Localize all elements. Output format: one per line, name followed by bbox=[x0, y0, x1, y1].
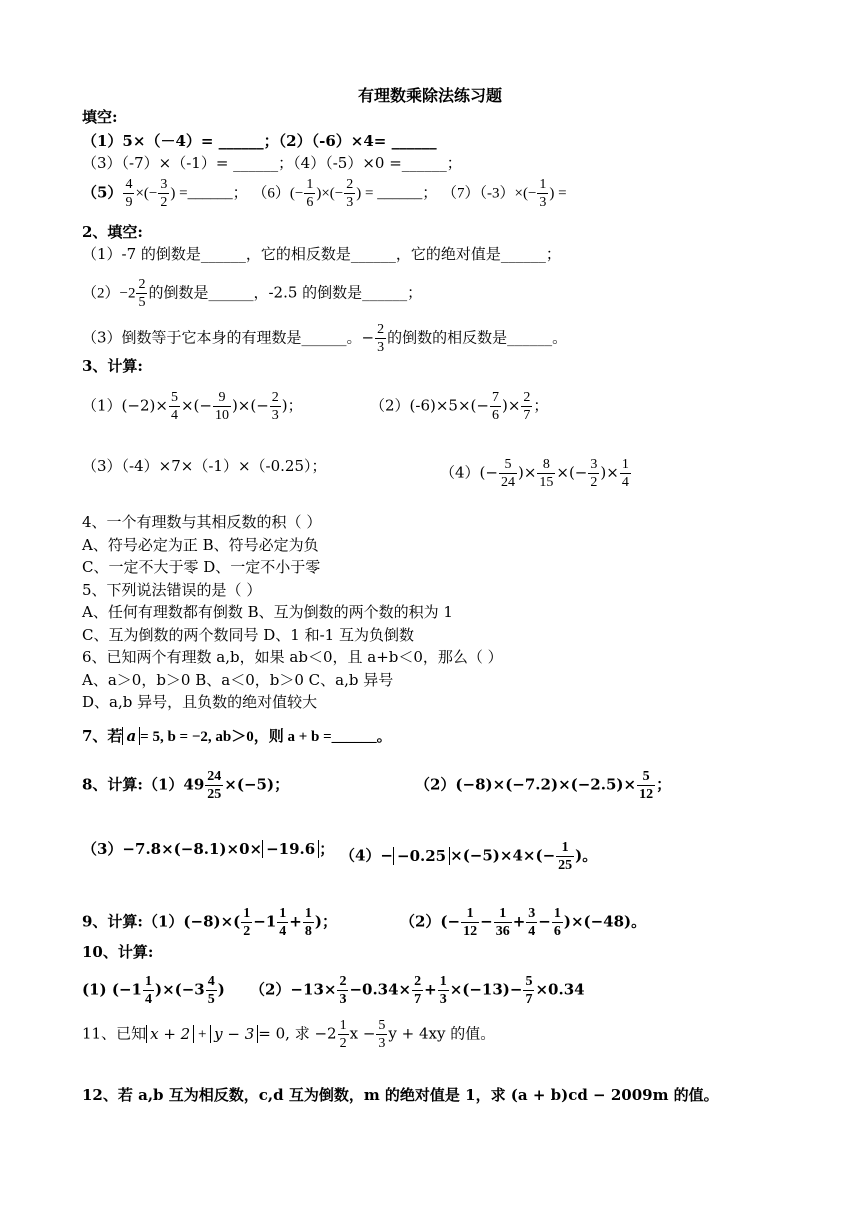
s5-options-1: A、任何有理数都有倒数 B、互为倒数的两个数的积为 1 bbox=[82, 603, 453, 621]
expr-text: )； bbox=[314, 912, 337, 931]
s6-options-2: D、a,b 异号，且负数的绝对值较大 bbox=[82, 693, 318, 711]
denominator: 12 bbox=[639, 787, 654, 802]
expr-text: −1 bbox=[253, 912, 277, 931]
fraction bbox=[499, 456, 517, 491]
s2-line-1: （1）-7 的倒数是______，它的相反数是______，它的绝对值是______； bbox=[82, 245, 561, 263]
expr-text: )； bbox=[281, 396, 303, 415]
s1-l3-m3: )×(− bbox=[316, 185, 344, 202]
denominator: 3 bbox=[346, 195, 354, 210]
denominator: 2 bbox=[160, 195, 168, 210]
denominator: 10 bbox=[214, 408, 229, 423]
denominator: 36 bbox=[495, 924, 510, 939]
denominator: 25 bbox=[207, 787, 222, 802]
numerator: 1 bbox=[144, 974, 152, 989]
fraction bbox=[537, 456, 555, 491]
numerator: 3 bbox=[590, 457, 598, 472]
fraction bbox=[304, 176, 315, 211]
numerator: 2 bbox=[414, 974, 422, 989]
absolute-value: a bbox=[122, 727, 140, 745]
numerator: 1 bbox=[556, 839, 574, 857]
expr-text: = 5, b = −2, ab＞0，则 a + b =______。 bbox=[140, 729, 392, 745]
expr-text: ×0.34 bbox=[535, 980, 585, 999]
expr-text: （2）(-6)×5×(− bbox=[370, 396, 489, 415]
s9-q1 bbox=[82, 905, 337, 940]
s8-q3 bbox=[82, 839, 334, 859]
numerator: 1 bbox=[539, 177, 547, 192]
s8-q4 bbox=[340, 839, 597, 874]
s10-q2 bbox=[250, 973, 585, 1008]
expr-text: − bbox=[480, 912, 493, 931]
numerator: 2 bbox=[346, 177, 354, 192]
denominator: 3 bbox=[271, 408, 279, 423]
fraction bbox=[376, 1017, 387, 1052]
fraction bbox=[123, 176, 134, 211]
expr-text: ×(−13)− bbox=[449, 980, 523, 999]
fraction bbox=[438, 973, 449, 1008]
fraction bbox=[277, 905, 288, 940]
fraction bbox=[556, 839, 574, 874]
numerator: 5 bbox=[637, 768, 655, 786]
numerator: 9 bbox=[213, 389, 231, 407]
expr-text: 9、计算:（1）(−8)×( bbox=[82, 912, 241, 931]
s2-l3-p2: 的倒数的相反数是______。 bbox=[387, 328, 568, 347]
denominator: 5 bbox=[207, 992, 215, 1007]
s2-l2-p1: （2）−2 bbox=[82, 285, 136, 302]
s10-heading: 10、计算: bbox=[82, 943, 154, 961]
denominator: 9 bbox=[125, 195, 133, 210]
s3-q4 bbox=[440, 456, 632, 491]
s12-line: 12、若 a,b 互为相反数，c,d 互为倒数，m 的绝对值是 1，求 (a + b)cd − 2009m 的值。 bbox=[82, 1086, 719, 1104]
denominator: 7 bbox=[525, 992, 533, 1007]
s11-line: 11、已知 x + 2 + y − 3 = 0, 求 −2 $\frac{1}{2}$ x − $\frac{5}{3}$ y + 4xy 的值。 bbox=[82, 1018, 496, 1051]
numerator: 4 bbox=[207, 974, 215, 989]
expr-text: − bbox=[538, 912, 551, 931]
expr-text: 8、计算:（1）49 bbox=[82, 775, 205, 794]
fraction bbox=[270, 389, 281, 424]
numerator: 1 bbox=[243, 906, 251, 921]
s1-line-3 bbox=[82, 176, 567, 211]
expr-text: （2）−13× bbox=[250, 980, 337, 999]
fraction bbox=[523, 973, 534, 1008]
s1-heading: 填空: bbox=[82, 108, 118, 126]
numerator: 8 bbox=[537, 456, 555, 474]
expr-text: + bbox=[512, 912, 526, 931]
denominator: 25 bbox=[558, 858, 573, 873]
expr-text: )× bbox=[501, 396, 521, 415]
s2-line-2 bbox=[82, 276, 422, 311]
absolute-value: −19.6 bbox=[262, 840, 319, 858]
s5-question: 5、下列说法错误的是（ ） bbox=[82, 581, 262, 599]
fraction bbox=[588, 456, 599, 491]
s3-q3: （3）（-4）×7×（-1）×（-0.25）； bbox=[82, 457, 327, 475]
fraction bbox=[338, 1017, 349, 1052]
numerator: 2 bbox=[271, 390, 279, 405]
denominator: 6 bbox=[306, 195, 314, 210]
expr-text: ； bbox=[656, 775, 672, 794]
numerator: 1 bbox=[339, 1018, 347, 1033]
s6-options-1: A、a＞0，b＞0 B、a＜0，b＞0 C、a,b 异号 bbox=[82, 671, 394, 689]
denominator: 15 bbox=[539, 475, 554, 490]
denominator: 6 bbox=[491, 408, 499, 423]
s1-l3-p2: （6）(− bbox=[252, 185, 304, 202]
numerator: 3 bbox=[160, 177, 168, 192]
expr-text: + bbox=[289, 912, 302, 931]
denominator: 3 bbox=[378, 1036, 386, 1051]
s1-l3-m4: ) = ______； bbox=[356, 185, 438, 202]
s8-q1 bbox=[82, 768, 289, 803]
s1-l3-m5: ) = bbox=[549, 185, 567, 202]
s2-heading: 2、填空: bbox=[82, 223, 143, 241]
expr-text: ×(− bbox=[556, 463, 588, 482]
fraction bbox=[537, 176, 548, 211]
expr-text: （1）(−2)× bbox=[82, 396, 168, 415]
expr-text: y + 4xy 的值。 bbox=[388, 1024, 496, 1043]
expr-text: 11、已知 bbox=[82, 1024, 147, 1043]
expr-text: )×(−3 bbox=[154, 980, 205, 999]
fraction bbox=[205, 768, 223, 803]
expr-text: )。 bbox=[575, 846, 598, 865]
denominator: 4 bbox=[279, 924, 287, 939]
fraction bbox=[344, 176, 355, 211]
s8-q2 bbox=[415, 768, 671, 803]
absolute-value: y − 3 bbox=[210, 1025, 258, 1043]
denominator: 2 bbox=[339, 1036, 347, 1051]
fraction bbox=[526, 905, 537, 940]
s2-line-3 bbox=[82, 321, 567, 356]
numerator: 1 bbox=[304, 906, 312, 921]
absolute-value: −0.25 bbox=[393, 847, 450, 865]
numerator: 3 bbox=[528, 906, 536, 921]
numerator: 1 bbox=[439, 974, 447, 989]
fraction bbox=[494, 905, 512, 940]
s4-options-2: C、一定不大于零 D、一定不小于零 bbox=[82, 558, 321, 576]
expr-text: )× bbox=[600, 463, 619, 482]
numerator: 1 bbox=[553, 906, 561, 921]
denominator: 2 bbox=[590, 475, 598, 490]
fraction bbox=[461, 905, 479, 940]
denominator: 7 bbox=[523, 408, 531, 423]
numerator: 7 bbox=[491, 390, 499, 405]
fraction bbox=[490, 389, 501, 424]
numerator: 1 bbox=[461, 905, 479, 923]
denominator: 7 bbox=[414, 992, 422, 1007]
numerator: 24 bbox=[207, 769, 222, 784]
expr-text: )× bbox=[517, 463, 537, 482]
denominator: 3 bbox=[377, 340, 385, 355]
numerator: 5 bbox=[525, 974, 533, 989]
s1-line-2: （3）（-7）×（-1）= ______；（4）（-5）×0 =______； bbox=[82, 154, 462, 172]
numerator: 1 bbox=[279, 906, 287, 921]
s1-l3-m2: ) =______； bbox=[170, 185, 248, 202]
expr-text: （3）−7.8×(−8.1)×0× bbox=[82, 840, 263, 858]
expr-text: ×(−5)×4×(− bbox=[450, 846, 556, 865]
fraction bbox=[375, 321, 386, 356]
expr-text: (1) (−1 bbox=[82, 980, 142, 999]
fraction bbox=[337, 973, 348, 1008]
numerator: 2 bbox=[523, 390, 531, 405]
denominator: 3 bbox=[339, 992, 347, 1007]
expr-text: （2）(−8)×(−7.2)×(−2.5)× bbox=[415, 775, 637, 794]
page-title: 有理数乘除法练习题 bbox=[357, 86, 502, 105]
denominator: 8 bbox=[304, 924, 312, 939]
denominator: 4 bbox=[170, 408, 178, 423]
expr-text: ×(− bbox=[180, 396, 212, 415]
expr-text: （4）(− bbox=[440, 463, 498, 482]
numerator: 2 bbox=[339, 974, 347, 989]
fraction bbox=[521, 389, 532, 424]
expr-text: x − bbox=[349, 1024, 376, 1043]
fraction bbox=[143, 973, 154, 1008]
s1-l3-p1: （5） bbox=[82, 183, 123, 202]
numerator: 2 bbox=[138, 277, 146, 292]
denominator: 12 bbox=[463, 924, 478, 939]
fraction bbox=[303, 905, 314, 940]
expr-text: （4）− bbox=[340, 846, 394, 865]
numerator: 2 bbox=[377, 322, 385, 337]
denominator: 3 bbox=[539, 195, 547, 210]
numerator: 5 bbox=[378, 1018, 386, 1033]
expr-text: ； bbox=[319, 840, 335, 858]
numerator: 5 bbox=[499, 456, 517, 474]
s1-line-1: （1）5×（－4）= ______；（2）（-6）×4= ______ bbox=[82, 132, 437, 150]
numerator: 1 bbox=[621, 457, 629, 472]
fraction bbox=[241, 905, 252, 940]
numerator: 5 bbox=[170, 390, 178, 405]
expr-text: （2）(− bbox=[400, 912, 461, 931]
fraction bbox=[206, 973, 217, 1008]
expr-text: ； bbox=[533, 396, 549, 415]
fraction bbox=[158, 176, 169, 211]
s4-options-1: A、符号必定为正 B、符号必定为负 bbox=[82, 536, 319, 554]
s6-question: 6、已知两个有理数 a,b，如果 ab＜0，且 a+b＜0，那么（ ） bbox=[82, 648, 503, 666]
absolute-value: x + 2 bbox=[146, 1025, 194, 1043]
expr-text: −0.34× bbox=[349, 980, 412, 999]
numerator: 1 bbox=[494, 905, 512, 923]
expr-text: 7、若 bbox=[82, 727, 123, 745]
denominator: 2 bbox=[243, 924, 251, 939]
denominator: 6 bbox=[553, 924, 561, 939]
expr-text: )×(− bbox=[231, 396, 269, 415]
fraction bbox=[213, 389, 231, 424]
s2-l2-p2: 的倒数是______，-2.5 的倒数是______； bbox=[148, 283, 423, 302]
s10-q1 bbox=[82, 973, 225, 1008]
s1-l3-m1: ×(− bbox=[135, 185, 158, 202]
denominator: 24 bbox=[500, 475, 515, 490]
s4-question: 4、一个有理数与其相反数的积（ ） bbox=[82, 513, 322, 531]
fraction bbox=[620, 456, 631, 491]
numerator: 1 bbox=[306, 177, 314, 192]
expr-text: ) bbox=[217, 980, 225, 999]
expr-text: = 0, 求 −2 bbox=[258, 1024, 337, 1043]
denominator: 5 bbox=[138, 295, 146, 310]
numerator: 4 bbox=[125, 177, 133, 192]
s3-q2 bbox=[370, 389, 548, 424]
denominator: 4 bbox=[528, 924, 536, 939]
expr-text: ×(−5)； bbox=[224, 775, 290, 794]
s1-l3-p3: （7）（-3）×(− bbox=[442, 185, 537, 202]
denominator: 4 bbox=[621, 475, 629, 490]
s9-q2 bbox=[400, 905, 646, 940]
fraction bbox=[637, 768, 655, 803]
s3-q1 bbox=[82, 389, 303, 424]
s3-heading: 3、计算: bbox=[82, 357, 143, 375]
fraction bbox=[412, 973, 423, 1008]
denominator: 3 bbox=[439, 992, 447, 1007]
expr-text: + bbox=[424, 980, 437, 999]
s5-options-2: C、互为倒数的两个数同号 D、1 和-1 互为负倒数 bbox=[82, 626, 414, 644]
fraction bbox=[169, 389, 180, 424]
fraction bbox=[552, 905, 563, 940]
denominator: 4 bbox=[144, 992, 152, 1007]
s7-line bbox=[82, 726, 392, 747]
s2-l3-p1: （3）倒数等于它本身的有理数是______。− bbox=[82, 328, 375, 347]
fraction bbox=[136, 276, 147, 311]
expr-text: )×(−48)。 bbox=[563, 912, 647, 931]
